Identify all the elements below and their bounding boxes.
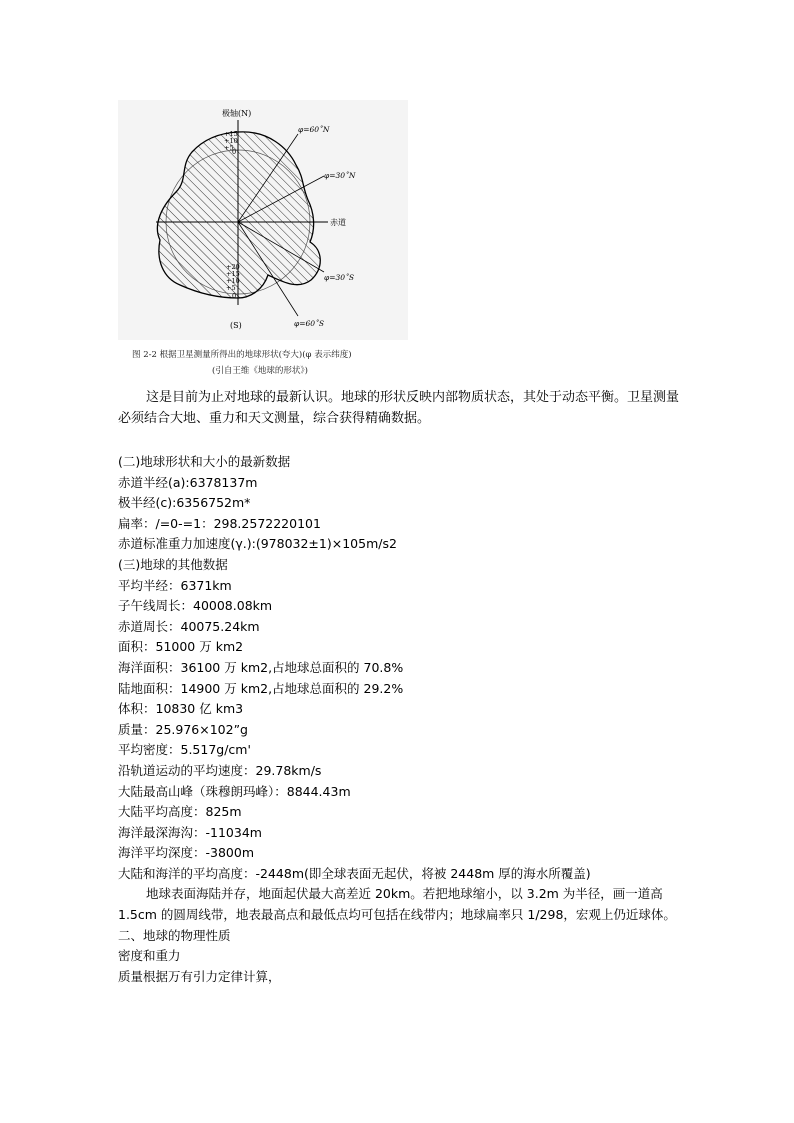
list-item: 体积：10830 亿 km3	[118, 701, 244, 717]
subheading-density: 密度和重力	[118, 948, 181, 964]
lat-30n-label: φ=30˚N	[324, 171, 356, 180]
tick-top-15: +15	[224, 130, 238, 138]
tick-bottom-20: +20	[226, 263, 240, 271]
lat-60n-label: φ=60˚N	[298, 125, 330, 134]
axis-label-s: (S)	[230, 321, 242, 330]
tick-top-0: 0	[232, 148, 237, 156]
figure-source: (引自王维《地球的形状》)	[212, 366, 308, 376]
list-item: 扁率：/=0-=1：298.2572220101	[118, 515, 321, 531]
section-heading-2: (二)地球形状和大小的最新数据	[118, 454, 291, 469]
data-list	[118, 452, 698, 987]
list-item: 子午线周长：40008.08km	[118, 598, 273, 614]
equator-label: 赤道	[330, 218, 346, 227]
list-item: 赤道标准重力加速度(γ.):(978032±1)×105m/s2	[118, 536, 397, 552]
tick-top-10: +10	[224, 137, 238, 145]
axis-label-n: 极轴(N)	[222, 109, 252, 118]
tick-top-5: +5	[224, 144, 234, 152]
list-item: 平均半经：6371km	[118, 577, 232, 593]
list-item: 陆地面积：14900 万 km2,占地球总面积的 29.2%	[118, 680, 404, 696]
list-item: 极半经(c):6356752m*	[118, 495, 251, 511]
list-item: 海洋面积：36100 万 km2,占地球总面积的 70.8%	[118, 659, 404, 675]
section-heading-physics: 二、地球的物理性质	[118, 927, 231, 943]
list-item: 沿轨道运动的平均速度：29.78km/s	[118, 762, 322, 778]
list-item: 大陆平均高度：825m	[118, 804, 242, 820]
section-heading-3: (三)地球的其他数据	[118, 556, 228, 572]
list-item: 面积：51000 万 km2	[118, 639, 244, 655]
list-item: 质量：25.976×102”g	[118, 721, 248, 737]
intro-paragraph: 这是目前为止对地球的最新认识。地球的形状反映内部物质状态，其处于动态平衡。卫星测量必须结合大地、重力和天文测量，综合获得精确数据。	[118, 390, 680, 426]
tick-bottom-15: +15	[226, 270, 240, 278]
earth-shape-figure	[118, 100, 408, 340]
paragraph-2: 地球表面海陆并存，地面起伏最大高差近 20km。若把地球缩小，以 3.2m 为半径，画一道高 1.5cm 的圆周线带，地表最高点和最低点均可包括在线带内；地球扁率只 1/298，宏观上仍近球体。	[118, 886, 676, 923]
figure-caption: 图 2-2 根据卫星测量所得出的地球形状(夸大)(φ 表示纬度)	[132, 350, 352, 360]
tick-bottom-5: +5	[226, 284, 236, 292]
list-item: 赤道半经(a):6378137m	[118, 474, 258, 490]
list-item: 海洋平均深度：-3800m	[118, 845, 254, 861]
earth-shape-diagram	[118, 100, 408, 340]
lat-30s-label: φ=30˚S	[324, 273, 354, 282]
lat-60s-label: φ=60˚S	[294, 319, 324, 328]
list-item: 赤道周长：40075.24km	[118, 618, 260, 634]
list-item: 海洋最深海沟：-11034m	[118, 824, 262, 840]
list-item: 质量根据万有引力定律计算，	[118, 968, 281, 984]
list-item: 大陆和海洋的平均高度：-2448m(即全球表面无起伏，将被 2448m 厚的海水所覆盖)	[118, 865, 591, 881]
list-item: 平均密度：5.517g/cm'	[118, 742, 251, 758]
tick-bottom-10: +10	[226, 277, 240, 285]
tick-bottom-0: 0	[232, 292, 237, 300]
list-item: 大陆最高山峰（珠穆朗玛峰）：8844.43m	[118, 783, 351, 799]
